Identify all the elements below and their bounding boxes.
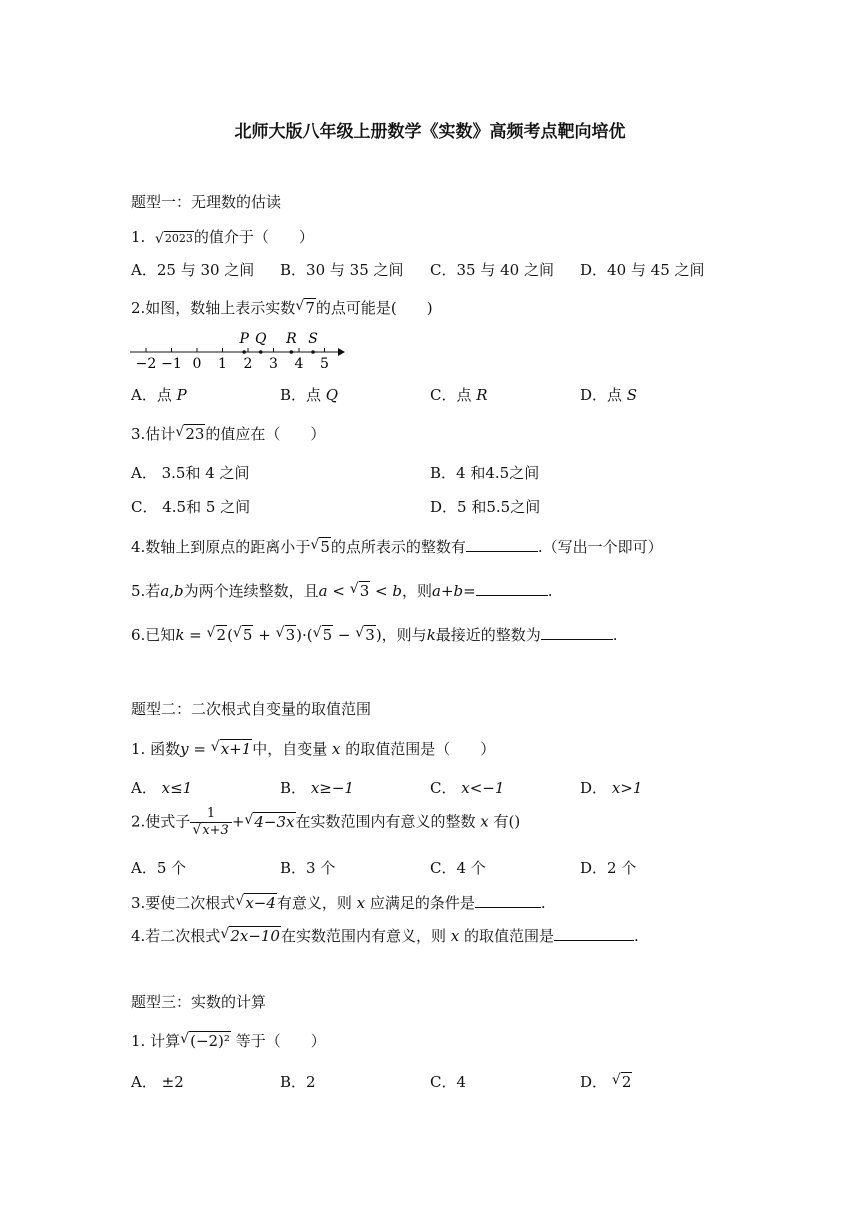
option-1-1-d: D．40 与 45 之间: [580, 261, 705, 279]
tick-label: 1: [218, 356, 227, 372]
question-2-3: 3.要使二次根式√ x−4有意义，则 x 应满足的条件是 .: [131, 892, 546, 913]
option-2-1-c: C． x<−1: [430, 779, 505, 797]
option-3-1-a: A． ±2: [131, 1073, 184, 1091]
point-dot: [311, 350, 315, 354]
option-1-3-d: D．5 和5.5之间: [430, 498, 541, 516]
question-2-2: 2.使式子 1 √ x+3 +√ 4−3x在实数范围内有意义的整数 x 有(): [131, 806, 520, 839]
question-1-3: 3.估计√ 23的值应在（ ）: [131, 423, 325, 444]
point-label: S: [308, 331, 318, 347]
fraction: 1 √ x+3: [190, 806, 232, 839]
question-1-2: 2.如图，数轴上表示实数√ 7的点可能是( ): [131, 297, 433, 318]
point-label: P: [239, 331, 249, 347]
answer-blank[interactable]: [554, 926, 634, 941]
page-title: 北师大版八年级上册数学《实数》高频考点靶向培优: [234, 122, 626, 142]
point-dot: [290, 350, 294, 354]
answer-blank[interactable]: [541, 625, 613, 640]
sqrt-3: √ 3: [350, 582, 371, 600]
option-1-2-b: B．点 Q: [280, 386, 339, 404]
tick-label: 0: [192, 356, 202, 372]
section-heading-1: 题型一：无理数的估读: [131, 193, 282, 211]
question-2-4: 4.若二次根式√ 2x−10在实数范围内有意义，则 x 的取值范围是 .: [131, 925, 639, 946]
tick-label: −1: [161, 356, 182, 372]
answer-blank[interactable]: [466, 537, 538, 552]
question-1-1: 1. √ 2023的值介于（ ）: [131, 226, 314, 247]
tick-label: 3: [269, 356, 278, 372]
option-1-3-b: B．4 和4.5之间: [430, 464, 540, 482]
option-1-1-a: A．25 与 30 之间: [131, 261, 255, 279]
option-2-1-a: A． x≤1: [131, 779, 193, 797]
sqrt-23: √ 23: [175, 425, 205, 443]
point-label: Q: [255, 331, 267, 347]
tick-label: 5: [320, 356, 329, 372]
section-heading-3: 题型三：实数的计算: [131, 993, 267, 1011]
answer-blank[interactable]: [476, 581, 548, 596]
option-1-2-a: A．点 P: [131, 386, 187, 404]
option-3-1-c: C．4: [430, 1073, 467, 1091]
option-2-2-d: D．2 个: [580, 859, 637, 877]
tick-label: 2: [243, 356, 253, 372]
option-2-2-b: B．3 个: [280, 859, 336, 877]
option-3-1-b: B．2: [280, 1073, 316, 1091]
option-3-1-d: D． √ 2: [580, 1071, 632, 1092]
option-2-1-d: D． x>1: [580, 779, 643, 797]
number-line: [128, 326, 348, 372]
question-2-1: 1. 函数y = √ x+1中，自变量 x 的取值范围是（ ）: [131, 738, 495, 759]
point-dot: [259, 350, 263, 354]
question-1-5: 5.若a,b为两个连续整数，且a < √ 3 < b，则a+b= .: [131, 580, 552, 601]
question-1-4: 4.数轴上到原点的距离小于√ 5的点所表示的整数有 .（写出一个即可）: [131, 536, 663, 557]
sqrt-2023: √ 2023: [155, 232, 194, 245]
section-heading-2: 题型二：二次根式自变量的取值范围: [131, 700, 372, 718]
sqrt-5: √ 5: [310, 538, 331, 556]
tick-label: 4: [294, 356, 304, 372]
answer-blank[interactable]: [475, 893, 541, 908]
option-1-3-a: A． 3.5和 4 之间: [131, 464, 250, 482]
question-1-6: 6.已知k = √ 2(√ 5 + √ 3)·(√ 5 − √ 3)，则与k最接近的整数为 .: [131, 624, 618, 645]
option-2-2-a: A．5 个: [131, 859, 187, 877]
tick-label: −2: [135, 356, 157, 372]
option-2-1-b: B． x≥−1: [280, 779, 354, 797]
question-3-1: 1. 计算√ (−2)² 等于（ ）: [131, 1030, 326, 1051]
option-1-3-c: C． 4.5和 5 之间: [131, 498, 251, 516]
option-1-1-b: B．30 与 35 之间: [280, 261, 404, 279]
option-1-2-c: C．点 R: [430, 386, 488, 404]
point-label: R: [286, 331, 297, 347]
point-dot: [242, 350, 246, 354]
option-2-2-c: C．4 个: [430, 859, 486, 877]
option-1-2-d: D．点 S: [580, 386, 638, 404]
sqrt-7: √ 7: [295, 299, 316, 317]
option-1-1-c: C．35 与 40 之间: [430, 261, 554, 279]
